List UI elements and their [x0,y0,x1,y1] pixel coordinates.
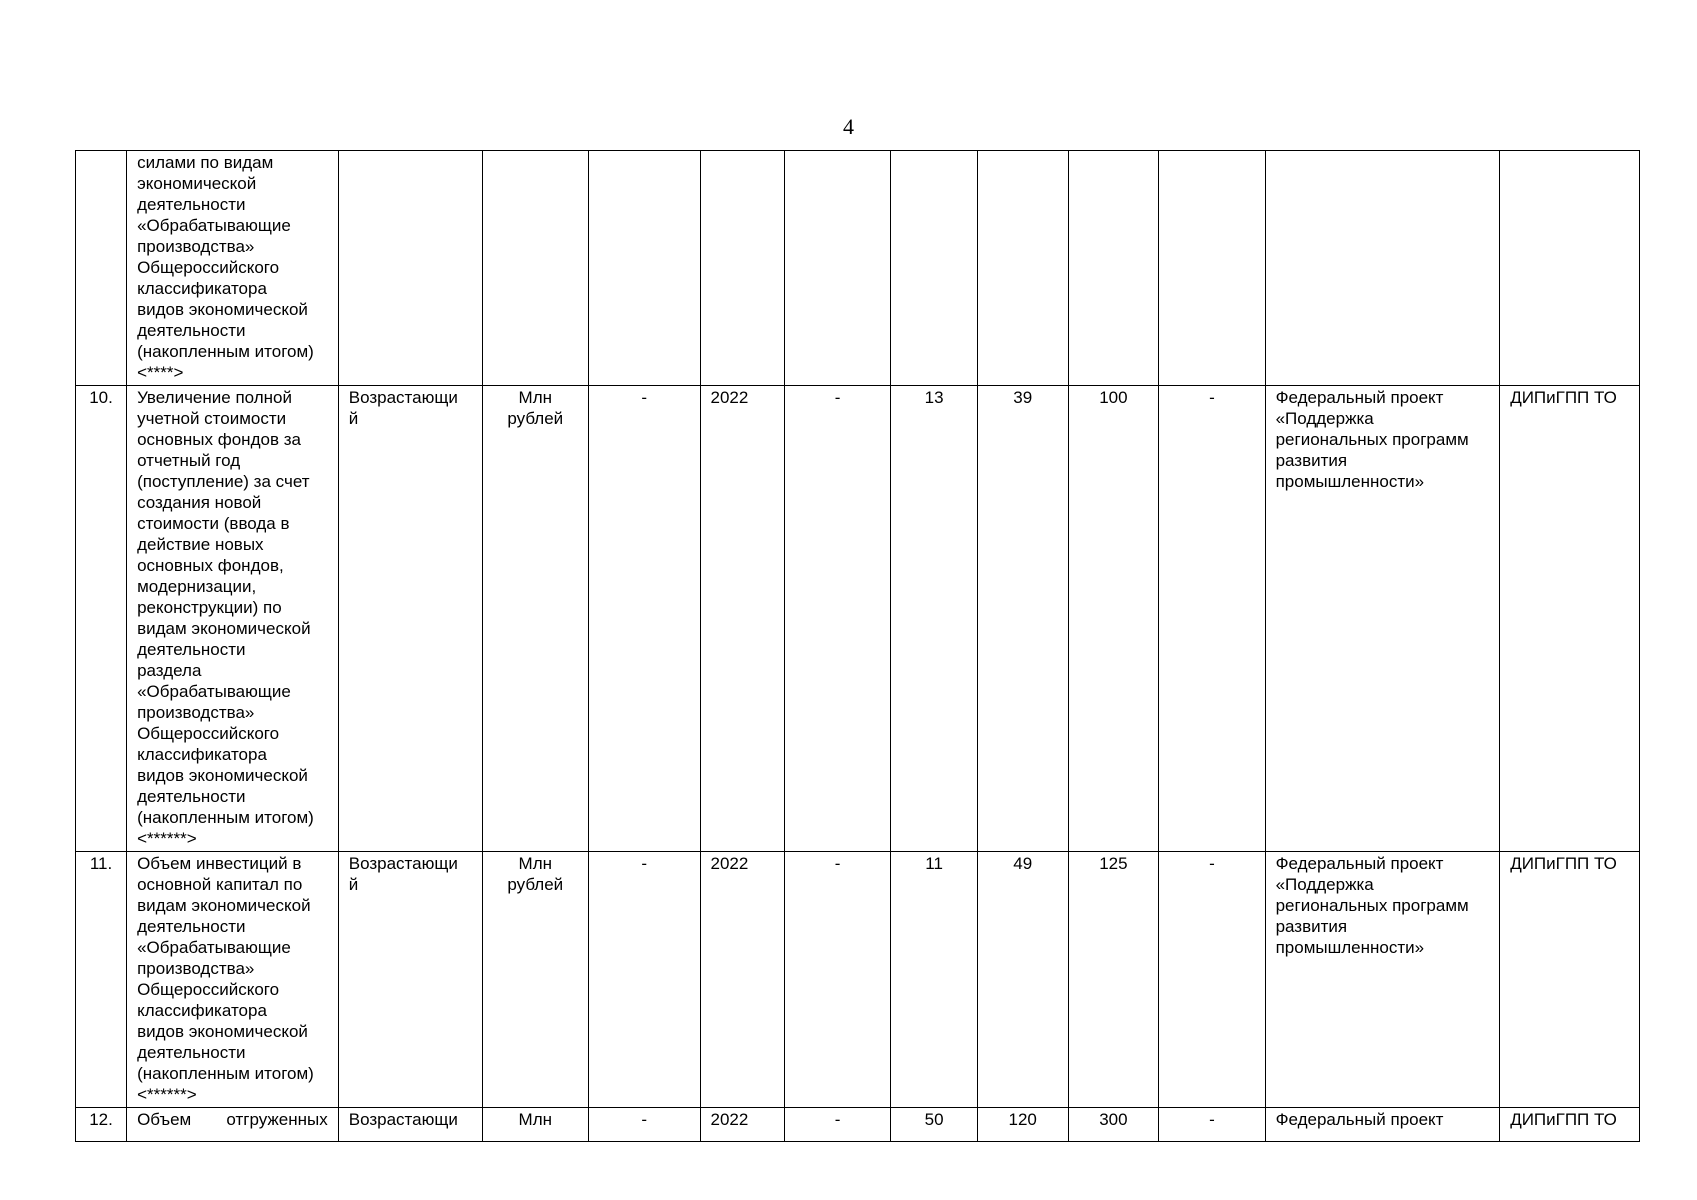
responsible-body [1500,151,1640,386]
row-number: 10. [76,386,127,852]
value-cell: - [1159,386,1265,852]
value-cell: - [1159,1108,1265,1142]
federal-project: Федеральный проект [1265,1108,1500,1142]
base-year: 2022 [700,1108,784,1142]
value-cell: - [784,1108,890,1142]
base-year: 2022 [700,852,784,1108]
value-cell: 300 [1068,1108,1159,1142]
table-row [76,151,1640,386]
unit-of-measure: Млн [482,1108,588,1142]
value-cell [1159,151,1265,386]
base-year [700,151,784,386]
indicator-direction [338,151,482,386]
base-value: - [588,1108,700,1142]
indicator-direction: Возрастающи й [338,852,482,1108]
indicator-direction: Возрастающи й [338,386,482,852]
value-cell: 39 [977,386,1068,852]
value-cell: 125 [1068,852,1159,1108]
value-cell: 11 [891,852,978,1108]
indicator-name: Объем инвестиций в основной капитал по видам экономической деятельности «Обрабатывающие производства» Общероссийского классификатора видов экономической деятельности (накопленным итогом) <******> [127,852,339,1108]
value-cell [1068,151,1159,386]
value-cell: 50 [891,1108,978,1142]
base-value: - [588,386,700,852]
responsible-body: ДИПиГПП ТО [1500,852,1640,1108]
value-cell: 100 [1068,386,1159,852]
unit-of-measure: Млн рублей [482,386,588,852]
responsible-body: ДИПиГПП ТО [1500,1108,1640,1142]
base-year: 2022 [700,386,784,852]
indicator-name: силами по видам экономической деятельности «Обрабатывающие производства» Общероссийского классификатора видов экономической деятельности (накопленным итогом) <****> [127,151,339,386]
value-cell: 13 [891,386,978,852]
table-row [76,386,1640,852]
value-cell: 49 [977,852,1068,1108]
value-cell [891,151,978,386]
page-number: 4 [843,114,854,139]
value-cell: - [1159,852,1265,1108]
value-cell [977,151,1068,386]
federal-project [1265,151,1500,386]
value-cell: - [784,386,890,852]
indicator-name: Объем отгруженных [127,1108,339,1142]
table-row [76,1108,1640,1142]
row-number: 12. [76,1108,127,1142]
indicator-direction: Возрастающи [338,1108,482,1142]
base-value: - [588,852,700,1108]
value-cell [784,151,890,386]
value-cell: - [784,852,890,1108]
value-cell: 120 [977,1108,1068,1142]
unit-of-measure: Млн рублей [482,852,588,1108]
indicators-table [75,150,1640,1142]
responsible-body: ДИПиГПП ТО [1500,386,1640,852]
base-value [588,151,700,386]
indicator-name: Увеличение полной учетной стоимости основных фондов за отчетный год (поступление) за счет создания новой стоимости (ввода в действие новых основных фондов, модернизации, реконструкции) по видам экономической деятельности раздела «Обрабатывающие производства» Общероссийского классификатора видов экономической деятельности (накопленным итогом) <******> [127,386,339,852]
unit-of-measure [482,151,588,386]
federal-project: Федеральный проект «Поддержка региональных программ развития промышленности» [1265,386,1500,852]
table-row [76,852,1640,1108]
federal-project: Федеральный проект «Поддержка региональных программ развития промышленности» [1265,852,1500,1108]
row-number: 11. [76,852,127,1108]
row-number [76,151,127,386]
